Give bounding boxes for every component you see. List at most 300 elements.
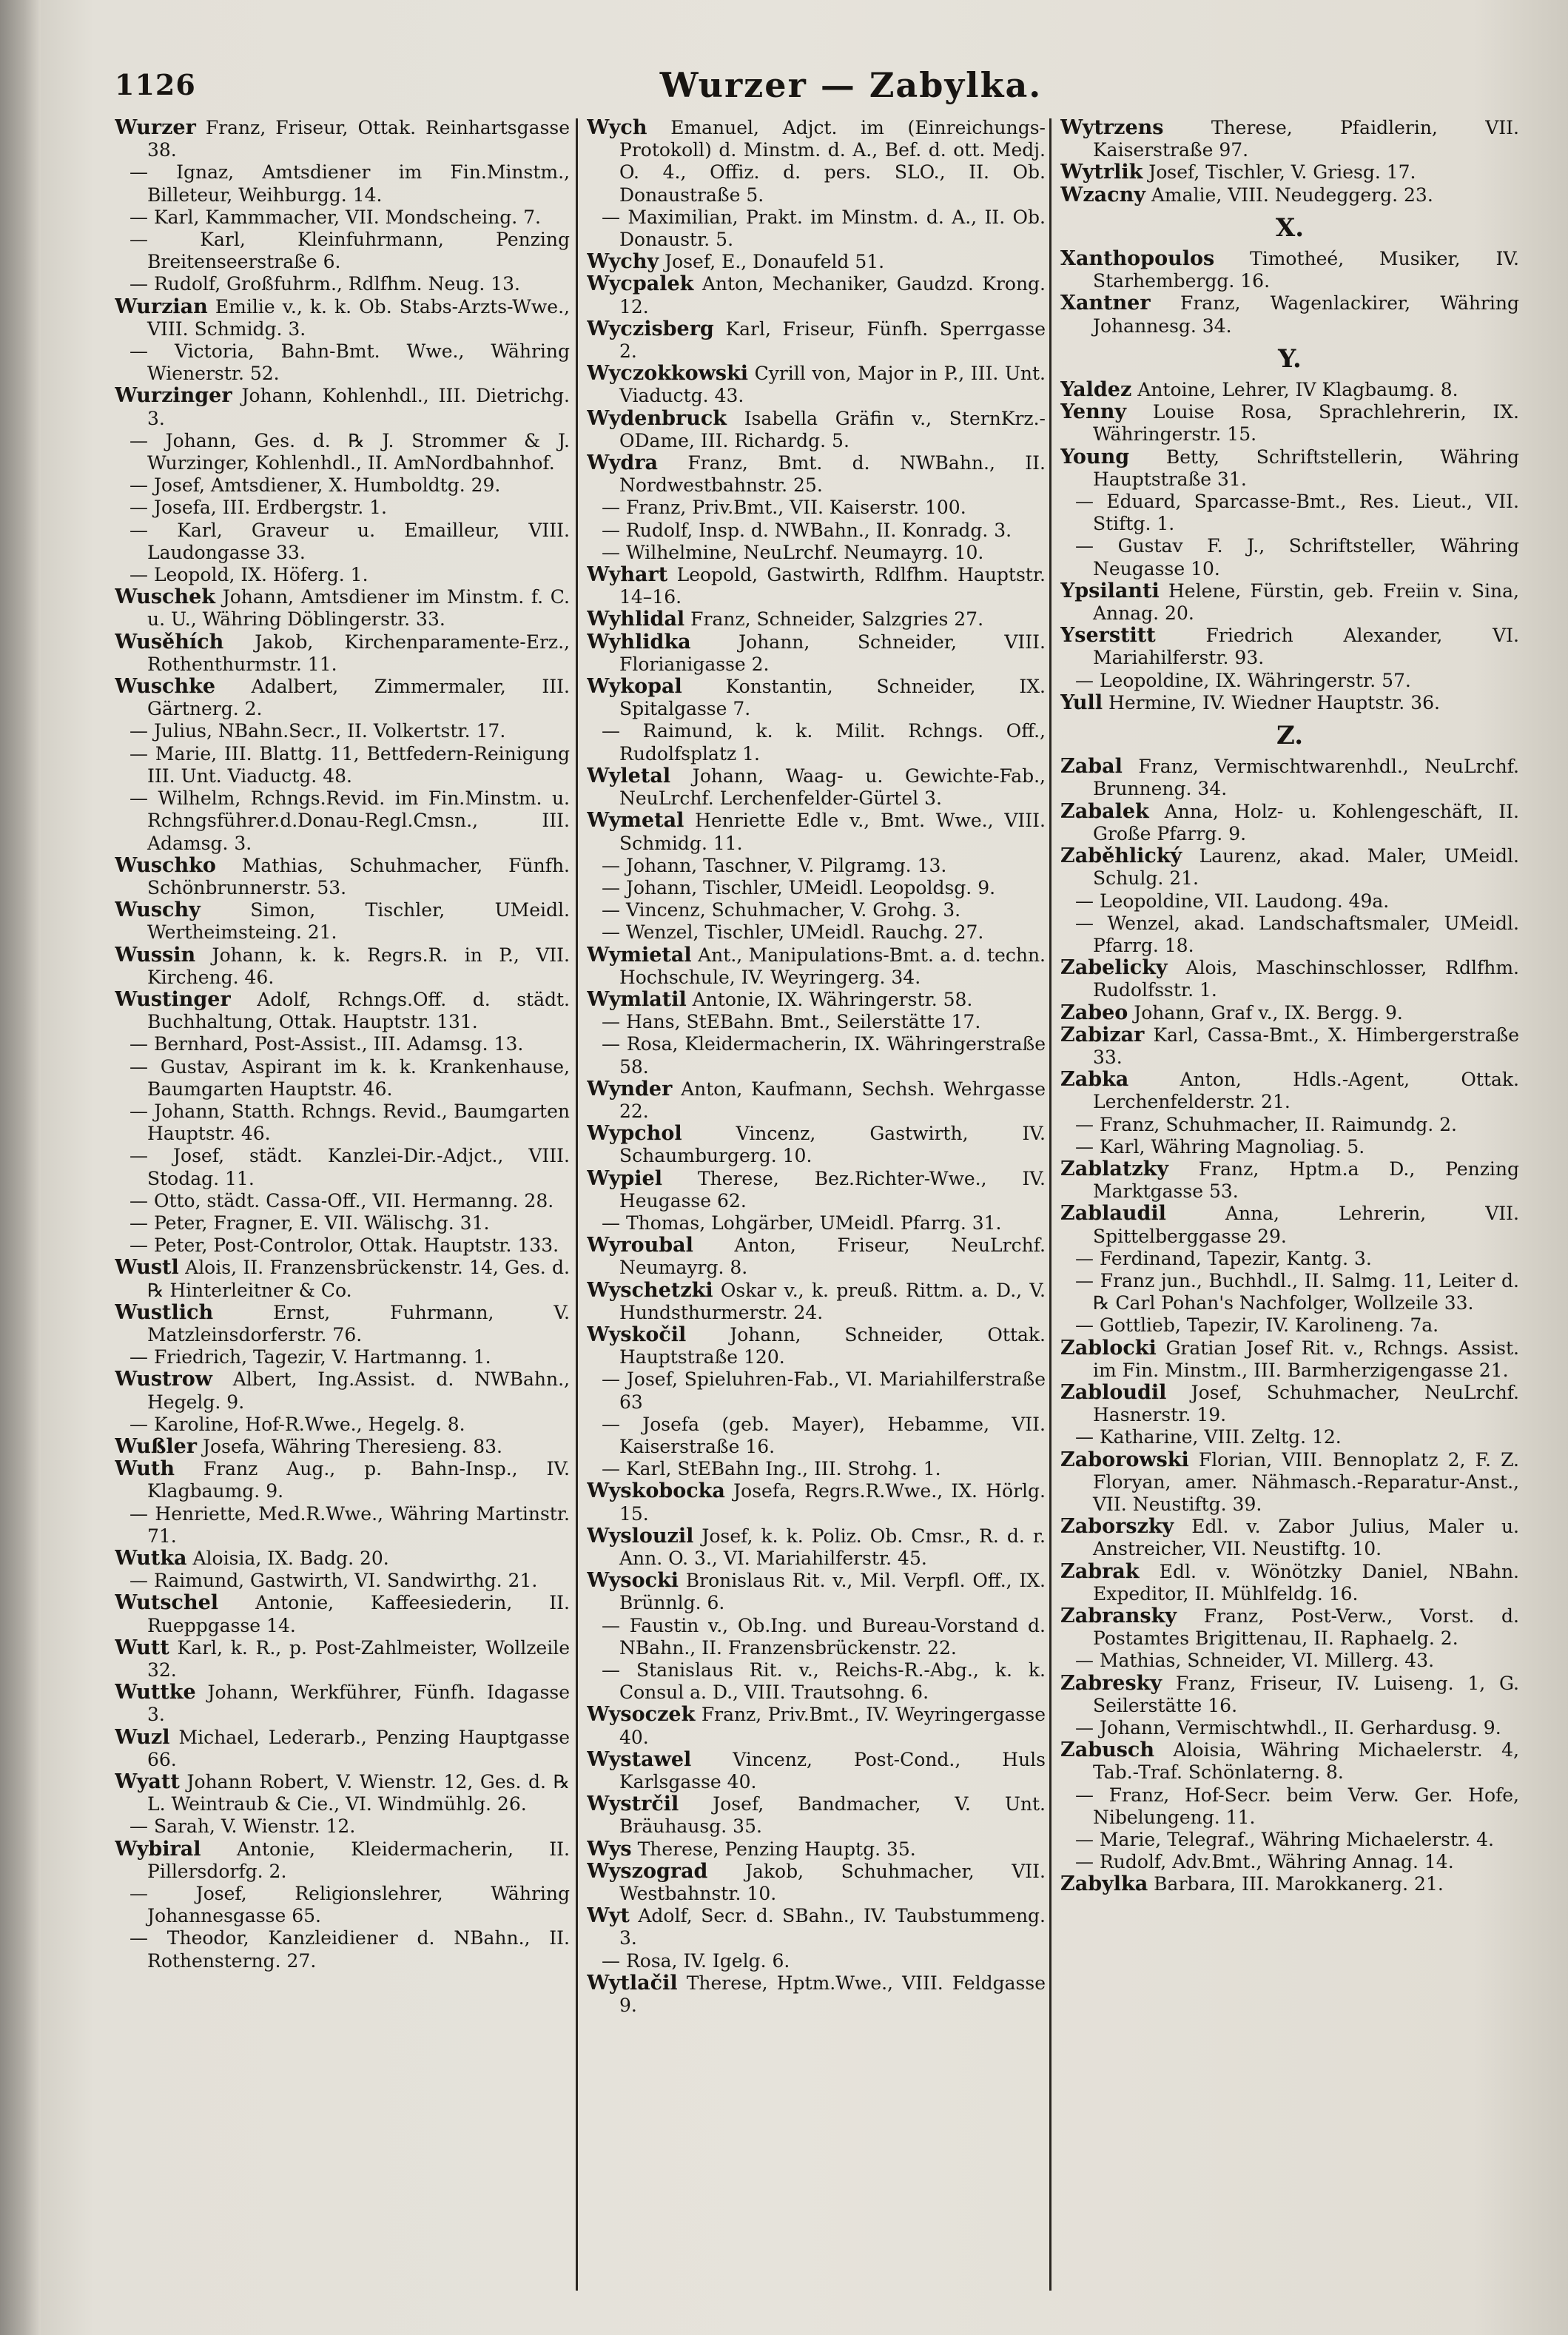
- directory-entry: [587, 810, 1046, 854]
- directory-entry: [115, 586, 570, 631]
- page-number: 1126: [115, 68, 196, 101]
- entry-details: Leopold, Gastwirth, Rdlfhm. Hauptstr. 14–16.: [619, 564, 1046, 608]
- entry-surname: Wyskobocka: [587, 1479, 725, 1503]
- directory-entry: [587, 363, 1046, 407]
- directory-entry: [1060, 1002, 1519, 1024]
- running-title: Wurzer — Zabylka.: [659, 65, 1043, 105]
- directory-entry: [1060, 1069, 1519, 1113]
- entry-details: — Karl, Kammmacher, VII. Mondscheing. 7.: [129, 206, 541, 228]
- entry-details: — Franz jun., Buchhdl., II. Salmg. 11, Leiter d. ℞ Carl Pohan's Nachfolger, Wollzeile 33.: [1075, 1269, 1519, 1314]
- entry-details: — Johann, Ges. d. ℞ J. Strommer & J. Wurzinger, Kohlenhdl., II. AmNordbahnhof.: [129, 429, 570, 474]
- entry-details: Henriette Edle v., Bmt. Wwe., VIII. Schmidg. 11.: [619, 810, 1046, 854]
- directory-subentry: [587, 1659, 1046, 1704]
- entry-surname: Wydra: [587, 451, 659, 475]
- directory-entry: [1060, 379, 1519, 401]
- directory-entry: [587, 1168, 1046, 1212]
- entry-surname: Wymlatil: [587, 987, 687, 1011]
- entry-details: Johann Robert, V. Wienstr. 12, Ges. d. ℞ L. Weintraub & Cie., VI. Windmühlg. 26.: [147, 1771, 570, 1815]
- entry-surname: Wysoczek: [587, 1703, 696, 1727]
- directory-entry: [587, 1324, 1046, 1368]
- entry-details: Edl. v. Zabor Julius, Maler u. Anstreicher, VII. Neustiftg. 10.: [1093, 1516, 1519, 1560]
- entry-details: Ernst, Fuhrmann, V. Matzleinsdorferstr. 76.: [147, 1301, 570, 1345]
- entry-details: Timotheé, Musiker, IV. Starhembergg. 16.: [1093, 248, 1519, 292]
- entry-details: Jakob, Kirchenparamente-Erz., Rothenthurmstr. 11.: [147, 631, 570, 675]
- directory-subentry: [1060, 1717, 1519, 1739]
- entry-details: Michael, Lederarb., Penzing Hauptgasse 66.: [147, 1726, 570, 1770]
- entry-details: Johann, Werkführer, Fünfh. Idagasse 3.: [147, 1681, 570, 1726]
- entry-details: Anton, Hdls.-Agent, Ottak. Lerchenfelderstr. 21.: [1093, 1069, 1519, 1113]
- directory-subentry: [587, 206, 1046, 251]
- entry-details: — Friedrich, Tagezir, V. Hartmanng. 1.: [129, 1346, 491, 1368]
- section-letter-heading: X.: [1275, 212, 1305, 243]
- directory-entry: [587, 452, 1046, 497]
- directory-subentry: [115, 564, 570, 586]
- entry-surname: Wussin: [115, 943, 196, 967]
- directory-entry: [587, 273, 1046, 318]
- entry-details: Simon, Tischler, UMeidl. Wertheimsteing. 21.: [147, 899, 570, 944]
- entry-details: Bronislaus Rit. v., Mil. Verpfl. Off., IX. Brünnlg. 6.: [619, 1570, 1046, 1614]
- directory-subentry: [587, 877, 1046, 899]
- entry-details: Therese, Bez.Richter-Wwe., IV. Heugasse 62.: [619, 1167, 1046, 1212]
- entry-details: — Eduard, Sparcasse-Bmt., Res. Lieut., VII. Stiftg. 1.: [1075, 491, 1519, 535]
- directory-entry: [115, 1771, 570, 1815]
- entry-details: Josef, Schuhmacher, NeuLrchf. Hasnerstr. 19.: [1093, 1381, 1519, 1426]
- directory-entry: [1060, 756, 1519, 800]
- entry-details: — Leopold, IX. Höferg. 1.: [129, 564, 369, 586]
- directory-subentry: [1060, 1314, 1519, 1337]
- entry-details: Josef, E., Donaufeld 51.: [659, 251, 885, 273]
- directory-entry: [587, 1749, 1046, 1793]
- entry-surname: Wymetal: [587, 809, 684, 833]
- directory-subentry: [587, 497, 1046, 519]
- directory-entry: [1060, 801, 1519, 845]
- entry-details: Friedrich Alexander, VI. Mariahilferstr. 93.: [1093, 625, 1519, 669]
- directory-subentry: [115, 206, 570, 229]
- entry-details: — Johann, Tischler, UMeidl. Leopoldsg. 9.: [602, 876, 996, 898]
- directory-entry: [587, 676, 1046, 720]
- directory-subentry: [1060, 535, 1519, 579]
- entry-surname: Wustl: [115, 1256, 179, 1280]
- directory-subentry: [587, 1033, 1046, 1078]
- directory-entry: [1060, 625, 1519, 669]
- entry-details: — Gottlieb, Tapezir, IV. Karolineng. 7a.: [1075, 1314, 1439, 1337]
- entry-details: Karl, Cassa-Bmt., X. Himbergerstraße 33.: [1093, 1024, 1519, 1068]
- directory-subentry: [115, 273, 570, 295]
- entry-surname: Wys: [587, 1837, 632, 1861]
- directory-entry: [1060, 292, 1519, 337]
- entry-details: — Franz, Priv.Bmt., VII. Kaiserstr. 100.: [602, 497, 966, 519]
- directory-entry: [587, 1861, 1046, 1905]
- entry-details: — Rudolf, Großfuhrm., Rdlfhm. Neug. 13.: [129, 273, 521, 295]
- entry-surname: Young: [1060, 445, 1130, 468]
- entry-surname: Zabrak: [1060, 1559, 1140, 1583]
- entry-surname: Wußler: [115, 1434, 198, 1458]
- entry-surname: Zabeo: [1060, 1001, 1128, 1024]
- entry-details: — Karl, Graveur u. Emailleur, VIII. Laudongasse 33.: [129, 519, 570, 563]
- entry-details: Johann, Schneider, Ottak. Hauptstraße 120.: [619, 1323, 1046, 1368]
- entry-details: Adalbert, Zimmermaler, III. Gärtnerg. 2.: [147, 676, 570, 720]
- entry-details: Florian, VIII. Bennoplatz 2, F. Z. Floryan, amer. Nähmasch.-Reparatur-Anst., VII. Neustiftg. 39.: [1093, 1448, 1519, 1515]
- entry-details: Therese, Pfaidlerin, VII. Kaiserstraße 97.: [1093, 117, 1519, 161]
- entry-surname: Wyschetzki: [587, 1278, 713, 1302]
- directory-entry: [587, 564, 1046, 608]
- entry-details: — Marie, III. Blattg. 11, Bettfedern-Reinigung III. Unt. Viaductg. 48.: [129, 742, 570, 787]
- directory-entry: [115, 676, 570, 720]
- directory-entry: [1060, 1873, 1519, 1895]
- entry-surname: Wymietal: [587, 943, 692, 967]
- entry-surname: Wynder: [587, 1077, 673, 1101]
- entry-details: — Karl, Kleinfuhrmann, Penzing Breitenseerstraße 6.: [129, 229, 570, 273]
- entry-details: Josef, Bandmacher, V. Unt. Bräuhausg. 35.: [619, 1793, 1046, 1838]
- entry-details: Therese, Penzing Hauptg. 35.: [631, 1838, 916, 1860]
- entry-details: Johann, Waag- u. Gewichte-Fab., NeuLrchf. Lerchenfelder-Gürtel 3.: [619, 765, 1046, 810]
- entry-details: — Johann, Taschner, V. Pilgramg. 13.: [602, 854, 947, 876]
- entry-details: Josefa, Regrs.R.Wwe., IX. Hörlg. 15.: [619, 1480, 1046, 1525]
- directory-entry: [1060, 1561, 1519, 1605]
- directory-entry: [1060, 1024, 1519, 1069]
- entry-details: Aloisia, Währing Michaelerstr. 4, Tab.-Traf. Schönlaterng. 8.: [1093, 1739, 1519, 1784]
- entry-details: — Rosa, IV. Igelg. 6.: [602, 1949, 790, 1972]
- entry-surname: Zaběhlický: [1060, 844, 1182, 868]
- directory-entry: [1060, 1673, 1519, 1717]
- entry-surname: Yserstitt: [1060, 624, 1156, 648]
- entry-details: — Rosa, Kleidermacherin, IX. Währingerstraße 58.: [602, 1033, 1046, 1078]
- directory-subentry: [1060, 670, 1519, 692]
- entry-details: Therese, Hptm.Wwe., VIII. Feldgasse 9.: [619, 1972, 1046, 2017]
- entry-surname: Wuzl: [115, 1725, 170, 1749]
- column-divider-right: [1049, 118, 1051, 2291]
- entry-surname: Wustlich: [115, 1300, 214, 1324]
- directory-subentry: [115, 1190, 570, 1212]
- directory-subentry: [115, 1927, 570, 1972]
- entry-surname: Wyhlidal: [587, 608, 685, 631]
- entry-details: — Karl, StEBahn Ing., III. Strohg. 1.: [602, 1458, 941, 1480]
- column-middle: [587, 117, 1046, 2293]
- directory-entry: [587, 1972, 1046, 2017]
- directory-entry: [1060, 1337, 1519, 1382]
- section-letter-heading: Z.: [1276, 721, 1304, 751]
- entry-surname: Wyt: [587, 1904, 630, 1928]
- directory-entry: [115, 385, 570, 429]
- directory-entry: [1060, 1739, 1519, 1784]
- entry-details: Anton, Kaufmann, Sechsh. Wehrgasse 22.: [619, 1078, 1046, 1122]
- entry-details: Franz, Schneider, Salzgries 27.: [684, 608, 984, 631]
- entry-details: — Franz, Hof-Secr. beim Verw. Ger. Hofe, Nibelungeng. 11.: [1075, 1784, 1519, 1828]
- directory-subentry: [1060, 1136, 1519, 1158]
- entry-details: Ant., Manipulations-Bmt. a. d. techn. Hochschule, IV. Weyringerg. 34.: [619, 944, 1046, 988]
- directory-subentry: [1060, 1114, 1519, 1136]
- directory-subentry: [115, 743, 570, 787]
- directory-entry: [1060, 1605, 1519, 1650]
- entry-surname: Wypchol: [587, 1122, 682, 1146]
- entry-surname: Zabloudil: [1060, 1380, 1167, 1404]
- entry-surname: Wutt: [115, 1636, 169, 1659]
- directory-subentry: [587, 1212, 1046, 1234]
- directory-subentry: [587, 1011, 1046, 1033]
- directory-entry: [115, 631, 570, 676]
- entry-surname: Wystawel: [587, 1747, 692, 1771]
- directory-entry: [1060, 1449, 1519, 1516]
- entry-details: — Maximilian, Prakt. im Minstm. d. A., II. Ob. Donaustr. 5.: [602, 206, 1046, 251]
- entry-surname: Wuschko: [115, 853, 216, 877]
- entry-surname: Zabylka: [1060, 1872, 1148, 1896]
- directory-subentry: [587, 899, 1046, 921]
- entry-details: — Peter, Post-Controlor, Ottak. Hauptstr. 133.: [129, 1234, 559, 1257]
- directory-entry: [115, 944, 570, 989]
- entry-surname: Zaborszky: [1060, 1515, 1174, 1539]
- entry-details: — Wilhelmine, NeuLrchf. Neumayrg. 10.: [602, 541, 984, 563]
- entry-surname: Wusěhích: [115, 630, 224, 654]
- entry-details: Mathias, Schuhmacher, Fünfh. Schönbrunnerstr. 53.: [147, 854, 570, 898]
- entry-surname: Wyczokkowski: [587, 362, 749, 386]
- directory-subentry: [115, 720, 570, 742]
- entry-details: Laurenz, akad. Maler, UMeidl. Schulg. 21.: [1093, 845, 1519, 890]
- directory-entry: [115, 1637, 570, 1681]
- entry-surname: Zabal: [1060, 755, 1123, 779]
- directory-subentry: [587, 1950, 1046, 1972]
- entry-details: Franz, Priv.Bmt., IV. Weyringergasse 40.: [619, 1704, 1046, 1748]
- directory-subentry: [1060, 1426, 1519, 1448]
- entry-details: Karl, k. R., p. Post-Zahlmeister, Wollzeile 32.: [147, 1636, 570, 1681]
- entry-details: Adolf, Rchngs.Off. d. städt. Buchhaltung, Ottak. Hauptstr. 131.: [147, 988, 570, 1033]
- entry-details: Albert, Ing.Assist. d. NWBahn., Hegelg. 9.: [147, 1368, 570, 1413]
- entry-surname: Wysocki: [587, 1569, 679, 1593]
- entry-details: Franz, Friseur, IV. Luiseng. 1, G. Seilerstätte 16.: [1093, 1672, 1519, 1716]
- entry-surname: Zabransky: [1060, 1605, 1177, 1627]
- entry-details: — Josef, Amtsdiener, X. Humboldtg. 29.: [129, 474, 501, 497]
- entry-surname: Wykopal: [587, 675, 682, 699]
- entry-details: Alois, Maschinschlosser, Rdlfhm. Rudolfsstr. 1.: [1093, 957, 1519, 1001]
- entry-details: — Ignaz, Amtsdiener im Fin.Minstm., Billeteur, Weihburgg. 14.: [129, 161, 570, 206]
- entry-details: — Johann, Statth. Rchngs. Revid., Baumgarten Hauptstr. 46.: [129, 1100, 570, 1145]
- entry-surname: Zabresky: [1060, 1671, 1162, 1695]
- directory-subentry: [115, 474, 570, 497]
- entry-details: — Stanislaus Rit. v., Reichs-R.-Abg., k. k. Consul a. D., VIII. Trautsohng. 6.: [602, 1659, 1046, 1704]
- column-right: [1060, 117, 1519, 2293]
- directory-subentry: [115, 1234, 570, 1257]
- entry-details: Antoine, Lehrer, IV Klagbaumg. 8.: [1131, 379, 1458, 401]
- directory-entry: [1060, 845, 1519, 890]
- directory-subentry: [587, 855, 1046, 877]
- entry-surname: Yaldez: [1060, 378, 1132, 402]
- directory-subentry: [1060, 1270, 1519, 1314]
- entry-surname: Zabka: [1060, 1068, 1129, 1092]
- entry-surname: Wuschek: [115, 585, 216, 609]
- directory-entry: [587, 117, 1046, 206]
- entry-details: — Josefa (geb. Mayer), Hebamme, VII. Kaiserstraße 16.: [602, 1413, 1046, 1457]
- column-left: [115, 117, 570, 2293]
- directory-subentry: [115, 1212, 570, 1234]
- entry-surname: Wustinger: [115, 987, 231, 1011]
- directory-entry: [587, 989, 1046, 1011]
- entry-details: Franz, Wagenlackirer, Währing Johannesg. 34.: [1093, 292, 1519, 337]
- entry-surname: Wychy: [587, 250, 659, 274]
- entry-details: — Bernhard, Post-Assist., III. Adamsg. 13.: [129, 1033, 524, 1055]
- directory-entry: [587, 944, 1046, 989]
- entry-surname: Yenny: [1060, 400, 1127, 424]
- directory-subentry: [115, 787, 570, 855]
- directory-entry: [115, 899, 570, 944]
- directory-entry: [115, 296, 570, 340]
- entry-details: Betty, Schriftstellerin, Währing Hauptstraße 31.: [1093, 446, 1519, 490]
- entry-details: — Ferdinand, Tapezir, Kantg. 3.: [1075, 1247, 1372, 1269]
- directory-subentry: [115, 1346, 570, 1368]
- directory-subentry: [587, 1368, 1046, 1413]
- entry-details: — Hans, StEBahn. Bmt., Seilerstätte 17.: [602, 1011, 981, 1033]
- entry-details: Barbara, III. Marokkanerg. 21.: [1148, 1873, 1444, 1895]
- directory-entry: [587, 1793, 1046, 1838]
- entry-details: Amalie, VIII. Neudeggerg. 23.: [1145, 184, 1433, 206]
- directory-entry: [1060, 161, 1519, 184]
- entry-details: Emilie v., k. k. Ob. Stabs-Arzts-Wwe., VIII. Schmidg. 3.: [147, 295, 570, 340]
- entry-surname: Wurzian: [115, 295, 208, 318]
- entry-surname: Wyczisberg: [587, 317, 714, 340]
- directory-subentry: [115, 229, 570, 273]
- directory-entry: [587, 408, 1046, 452]
- entry-details: — Sarah, V. Wienstr. 12.: [129, 1815, 356, 1838]
- entry-surname: Wyroubal: [587, 1234, 693, 1257]
- entry-details: Hermine, IV. Wiedner Hauptstr. 36.: [1103, 691, 1440, 713]
- directory-entry: [1060, 1203, 1519, 1247]
- directory-entry: [115, 855, 570, 899]
- entry-surname: Wypiel: [587, 1166, 662, 1190]
- directory-entry: [115, 989, 570, 1033]
- entry-details: Franz, Post-Verw., Vorst. d. Postamtes Brigittenau, II. Raphaelg. 2.: [1093, 1605, 1519, 1650]
- entry-details: Josef, Tischler, V. Griesg. 17.: [1143, 161, 1416, 184]
- directory-subentry: [115, 1056, 570, 1101]
- entry-details: Antonie, Kleidermacherin, II. Pillersdorfg. 2.: [147, 1838, 570, 1882]
- entry-details: Anton, Friseur, NeuLrchf. Neumayrg. 8.: [619, 1234, 1046, 1279]
- entry-surname: Wystrčil: [587, 1793, 679, 1816]
- entry-details: — Henriette, Med.R.Wwe., Währing Martinstr. 71.: [129, 1502, 570, 1547]
- directory-subentry: [115, 430, 570, 474]
- entry-details: Franz, Vermischtwarenhdl., NeuLrchf. Brunneng. 34.: [1093, 756, 1519, 800]
- directory-subentry: [1060, 1851, 1519, 1873]
- directory-entry: [115, 1548, 570, 1570]
- entry-surname: Wydenbruck: [587, 406, 727, 430]
- directory-subentry: [1060, 1650, 1519, 1672]
- entry-surname: Zabizar: [1060, 1023, 1145, 1046]
- directory-entry: [115, 1592, 570, 1636]
- directory-subentry: [1060, 913, 1519, 957]
- entry-details: Josef, k. k. Poliz. Ob. Cmsr., R. d. r. Ann. O. 3., VI. Mariahilferstr. 45.: [619, 1525, 1046, 1569]
- entry-details: — Otto, städt. Cassa-Off., VII. Hermanng. 28.: [129, 1189, 554, 1212]
- directory-entry: [1060, 401, 1519, 446]
- directory-entry: [1060, 1382, 1519, 1426]
- entry-details: — Josef, Spieluhren-Fab., VI. Mariahilferstraße 63: [602, 1368, 1046, 1413]
- directory-subentry: [115, 1815, 570, 1838]
- entry-surname: Wych: [587, 117, 647, 139]
- entry-surname: Zabusch: [1060, 1738, 1154, 1762]
- entry-details: — Marie, Telegraf., Währing Michaelerstr. 4.: [1075, 1829, 1494, 1851]
- entry-surname: Wytlačil: [587, 1971, 678, 1995]
- directory-entry: [587, 631, 1046, 676]
- directory-subentry: [1060, 1829, 1519, 1851]
- entry-details: Jakob, Schuhmacher, VII. Westbahnstr. 10.: [619, 1860, 1046, 1905]
- entry-details: Franz, Hptm.a D., Penzing Marktgasse 53.: [1093, 1158, 1519, 1203]
- entry-details: Johann, Schneider, VIII. Florianigasse 2.: [619, 631, 1046, 675]
- entry-details: — Julius, NBahn.Secr., II. Volkertstr. 17.: [129, 720, 506, 742]
- entry-details: — Karoline, Hof-R.Wwe., Hegelg. 8.: [129, 1413, 465, 1435]
- entry-details: — Rudolf, Insp. d. NWBahn., II. Konradg. 3.: [602, 519, 1012, 541]
- entry-surname: Zabelicky: [1060, 956, 1168, 980]
- entry-surname: Wzacny: [1060, 183, 1145, 206]
- directory-subentry: [1060, 1784, 1519, 1829]
- entry-details: Edl. v. Wönötzky Daniel, NBahn. Expeditor, II. Mühlfeldg. 16.: [1093, 1560, 1519, 1605]
- directory-subentry: [115, 1503, 570, 1548]
- entry-details: — Victoria, Bahn-Bmt. Wwe., Währing Wienerstr. 52.: [129, 340, 570, 385]
- entry-details: — Franz, Schuhmacher, II. Raimundg. 2.: [1075, 1113, 1457, 1135]
- entry-surname: Wycpalek: [587, 272, 694, 296]
- entry-details: — Wilhelm, Rchngs.Revid. im Fin.Minstm. u. Rchngsführer.d.Donau-Regl.Cmsn., III. Adamsg. 3.: [129, 787, 570, 854]
- entry-details: Adolf, Secr. d. SBahn., IV. Taubstummeng. 3.: [619, 1905, 1046, 1949]
- directory-entry: [587, 1480, 1046, 1525]
- entry-surname: Wyszograd: [587, 1859, 708, 1883]
- directory-entry: [115, 1458, 570, 1502]
- directory-entry: [1060, 692, 1519, 714]
- directory-subentry: [587, 542, 1046, 564]
- entry-surname: Wyatt: [115, 1770, 180, 1794]
- directory-subentry: [587, 1615, 1046, 1659]
- directory-entry: [587, 608, 1046, 631]
- entry-details: Gratian Josef Rit. v., Rchngs. Assist. im Fin. Minstm., III. Barmherzigengasse 21.: [1093, 1337, 1519, 1381]
- directory-entry: [587, 1704, 1046, 1748]
- entry-surname: Wyskočil: [587, 1323, 687, 1346]
- directory-entry: [587, 1280, 1046, 1324]
- directory-entry: [1060, 117, 1519, 161]
- directory-entry: [115, 1838, 570, 1883]
- directory-entry: [587, 1838, 1046, 1861]
- directory-subentry: [115, 520, 570, 564]
- entry-surname: Wyslouzil: [587, 1524, 694, 1548]
- entry-surname: Wytrzens: [1060, 117, 1164, 139]
- entry-details: — Josefa, III. Erdbergstr. 1.: [129, 497, 387, 519]
- directory-subentry: [1060, 1248, 1519, 1270]
- directory-entry: [115, 1681, 570, 1726]
- directory-subentry: [1060, 890, 1519, 913]
- entry-details: — Raimund, k. k. Milit. Rchngs. Off., Rudolfsplatz 1.: [602, 720, 1046, 765]
- entry-surname: Zaborowski: [1060, 1448, 1189, 1471]
- entry-details: Franz, Bmt. d. NWBahn., II. Nordwestbahnstr. 25.: [619, 452, 1046, 497]
- entry-details: Alois, II. Franzensbrückenstr. 14, Ges. d. ℞ Hinterleitner & Co.: [147, 1257, 570, 1301]
- entry-details: Isabella Gräfin v., SternKrz.-ODame, III. Richardg. 5.: [619, 407, 1046, 451]
- entry-details: — Peter, Fragner, E. VII. Wälischg. 31.: [129, 1212, 490, 1234]
- column-divider-left: [576, 118, 578, 2291]
- entry-surname: Wybiral: [115, 1837, 201, 1861]
- directory-subentry: [115, 1033, 570, 1055]
- entry-details: — Josef, städt. Kanzlei-Dir.-Adjct., VIII. Stodag. 11.: [129, 1145, 570, 1189]
- directory-subentry: [587, 520, 1046, 542]
- directory-entry: [587, 1078, 1046, 1123]
- entry-details: Vincenz, Gastwirth, IV. Schaumburgerg. 10.: [619, 1123, 1046, 1167]
- entry-details: Oskar v., k. preuß. Rittm. a. D., V. Hundsthurmerstr. 24.: [619, 1279, 1046, 1323]
- page-header: [0, 65, 1568, 112]
- directory-subentry: [115, 1414, 570, 1436]
- directory-entry: [115, 1727, 570, 1771]
- entry-surname: Wuschy: [115, 898, 201, 922]
- directory-subentry: [115, 1570, 570, 1592]
- entry-surname: Wytrlik: [1060, 161, 1143, 184]
- directory-entry: [1060, 446, 1519, 491]
- entry-surname: Wyhart: [587, 563, 668, 587]
- entry-details: — Thomas, Lohgärber, UMeidl. Pfarrg. 31.: [602, 1212, 1002, 1234]
- entry-details: Helene, Fürstin, geb. Freiin v. Sina, Annag. 20.: [1093, 579, 1519, 625]
- entry-surname: Yull: [1060, 691, 1103, 714]
- directory-entry: [115, 1368, 570, 1413]
- entry-details: Cyrill von, Major in P., III. Unt. Viaductg. 43.: [619, 363, 1046, 407]
- entry-details: — Raimund, Gastwirth, VI. Sandwirthg. 21.: [129, 1570, 538, 1592]
- entry-surname: Xantner: [1060, 292, 1151, 315]
